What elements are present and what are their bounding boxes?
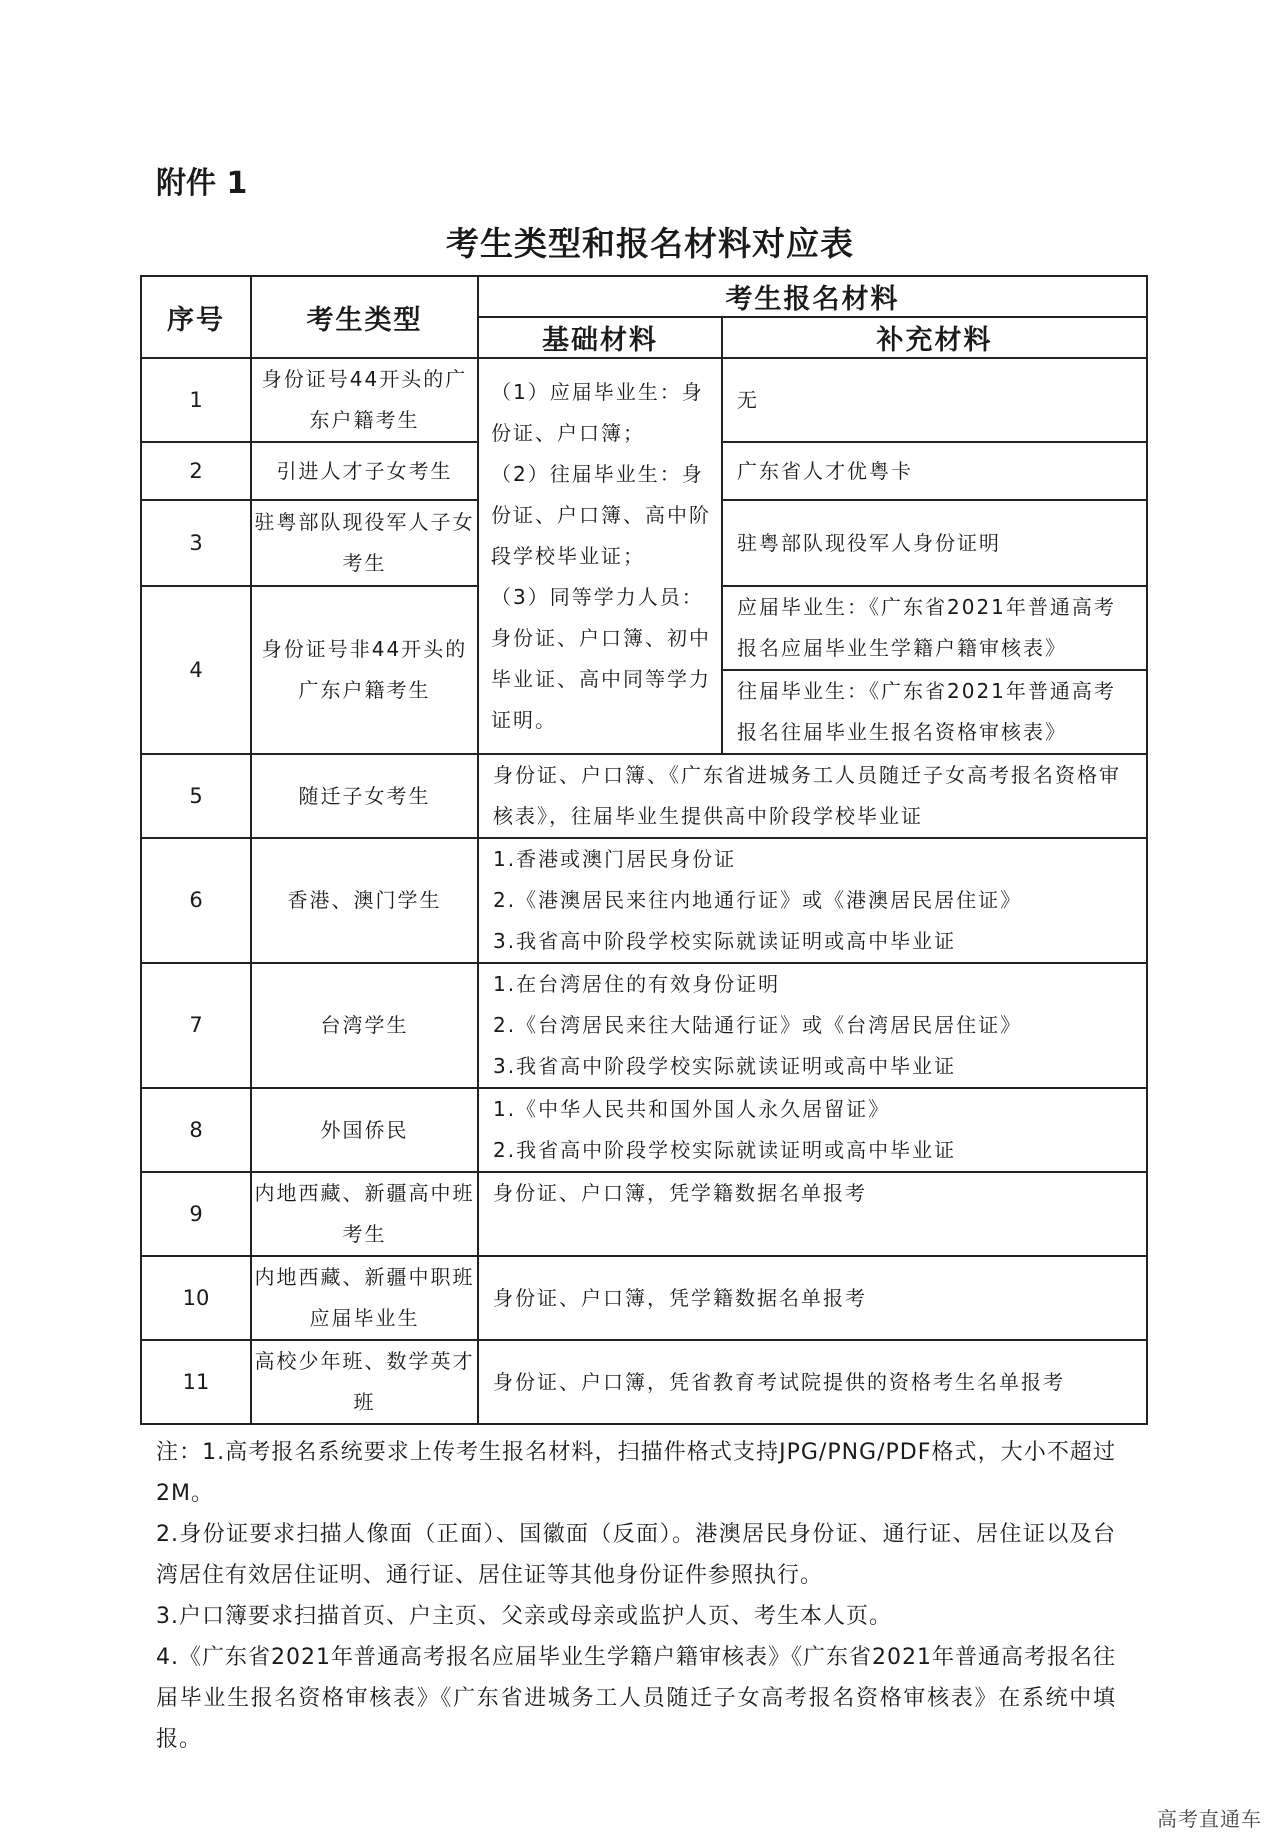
notes-section (156, 1432, 1116, 1760)
row-index: 3 (141, 500, 251, 586)
row-type: 身份证号44开头的广东户籍考生 (251, 358, 478, 442)
material-line: 2.《台湾居民来往大陆通行证》或《台湾居民居住证》 (493, 1013, 1023, 1037)
row-supplement: 无 (722, 358, 1147, 442)
table-row (141, 754, 1147, 838)
row-index: 7 (141, 963, 251, 1088)
row-materials: 身份证、户口簿，凭学籍数据名单报考 (478, 1172, 1147, 1256)
row-materials (478, 838, 1147, 963)
row-supplement-previous: 往届毕业生：《广东省2021年普通高考报名往届毕业生报名资格审核表》 (722, 670, 1147, 754)
row-type: 香港、澳门学生 (251, 838, 478, 963)
row-index: 6 (141, 838, 251, 963)
basic-item: （3）同等学力人员：身份证、户口簿、初中毕业证、高中同等学力证明。 (491, 584, 711, 732)
material-line: 2.《港澳居民来往内地通行证》或《港澳居民居住证》 (493, 888, 1023, 912)
row-materials: 身份证、户口簿，凭学籍数据名单报考 (478, 1256, 1147, 1340)
material-line: 1.香港或澳门居民身份证 (493, 847, 737, 871)
row-type: 身份证号非44开头的广东户籍考生 (251, 586, 478, 754)
table-row (141, 1256, 1147, 1340)
material-line: 1.在台湾居住的有效身份证明 (493, 972, 781, 996)
row-index: 10 (141, 1256, 251, 1340)
row-index: 11 (141, 1340, 251, 1424)
row-index: 9 (141, 1172, 251, 1256)
row-materials: 身份证、户口簿，凭省教育考试院提供的资格考生名单报考 (478, 1340, 1147, 1424)
row-type: 随迁子女考生 (251, 754, 478, 838)
row-supplement: 广东省人才优粤卡 (722, 442, 1147, 500)
row-supplement-fresh: 应届毕业生：《广东省2021年普通高考报名应届毕业生学籍户籍审核表》 (722, 586, 1147, 670)
materials-table (140, 275, 1148, 1425)
header-index: 序号 (141, 276, 251, 358)
header-type: 考生类型 (251, 276, 478, 358)
note-item: 4.《广东省2021年普通高考报名应届毕业生学籍户籍审核表》《广东省2021年普通高考报名往届毕业生报名资格审核表》《广东省进城务工人员随迁子女高考报名资格审核表》在系统中填报。 (156, 1645, 1116, 1752)
table-row (141, 963, 1147, 1088)
note-item: 注：1.高考报名系统要求上传考生报名材料，扫描件格式支持JPG/PNG/PDF格式，大小不超过2M。 (156, 1440, 1116, 1506)
material-line: 2.我省高中阶段学校实际就读证明或高中毕业证 (493, 1138, 957, 1162)
header-materials: 考生报名材料 (478, 276, 1147, 317)
row-type: 高校少年班、数学英才班 (251, 1340, 478, 1424)
row-materials: 身份证、户口簿、《广东省进城务工人员随迁子女高考报名资格审核表》，往届毕业生提供高中阶段学校毕业证 (478, 754, 1147, 838)
row-type: 内地西藏、新疆中职班应届毕业生 (251, 1256, 478, 1340)
row-index: 2 (141, 442, 251, 500)
table-row (141, 1172, 1147, 1256)
basic-item: （1）应届毕业生：身份证、户口簿； (491, 379, 704, 445)
row-type: 内地西藏、新疆高中班考生 (251, 1172, 478, 1256)
attachment-label: 附件 1 (156, 166, 248, 201)
row-type: 驻粤部队现役军人子女考生 (251, 500, 478, 586)
row-materials (478, 963, 1147, 1088)
basic-item: （2）往届毕业生：身份证、户口簿、高中阶段学校毕业证； (491, 461, 711, 568)
row-index: 8 (141, 1088, 251, 1172)
row-materials (478, 1088, 1147, 1172)
row-type: 引进人才子女考生 (251, 442, 478, 500)
note-item: 2.身份证要求扫描人像面（正面）、国徽面（反面）。港澳居民身份证、通行证、居住证以及台湾居住有效居住证明、通行证、居住证等其他身份证件参照执行。 (156, 1522, 1116, 1588)
table-row (141, 358, 1147, 442)
note-item: 3.户口簿要求扫描首页、户主页、父亲或母亲或监护人页、考生本人页。 (156, 1604, 892, 1629)
table-row (141, 838, 1147, 963)
watermark: 高考直通车 (1157, 1807, 1262, 1831)
table-row (141, 1340, 1147, 1424)
shared-basic-materials (478, 358, 722, 754)
header-basic: 基础材料 (478, 317, 722, 358)
material-line: 1.《中华人民共和国外国人永久居留证》 (493, 1097, 891, 1121)
header-supplement: 补充材料 (722, 317, 1147, 358)
row-type: 外国侨民 (251, 1088, 478, 1172)
material-line: 3.我省高中阶段学校实际就读证明或高中毕业证 (493, 1054, 957, 1078)
row-type: 台湾学生 (251, 963, 478, 1088)
row-supplement: 驻粤部队现役军人身份证明 (722, 500, 1147, 586)
row-index: 5 (141, 754, 251, 838)
material-line: 3.我省高中阶段学校实际就读证明或高中毕业证 (493, 929, 957, 953)
row-index: 1 (141, 358, 251, 442)
row-index: 4 (141, 586, 251, 754)
table-row (141, 1088, 1147, 1172)
document-title: 考生类型和报名材料对应表 (446, 224, 854, 263)
